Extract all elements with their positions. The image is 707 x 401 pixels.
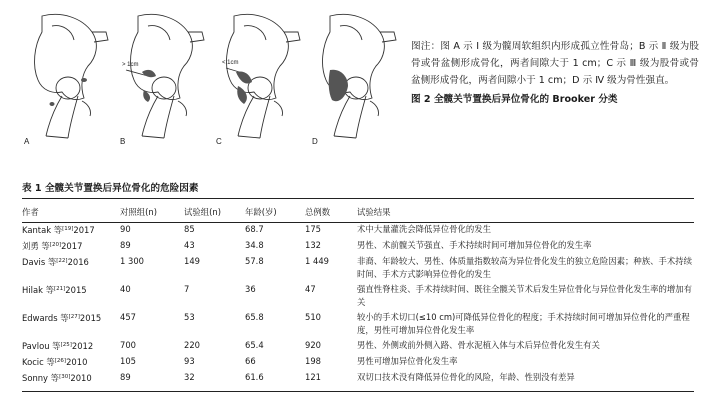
control-count-cell: 105 (120, 356, 136, 366)
result-cell: 男性、术前髋关节强直、手术持续时间可增加异位骨化的发生率 (357, 240, 592, 250)
total-count-cell: 920 (305, 340, 321, 350)
age-cell: 68.7 (245, 224, 264, 234)
author-cell (22, 310, 120, 338)
control-count-cell: 89 (120, 372, 131, 382)
trial-count-cell: 7 (184, 284, 190, 294)
table-top-rule (22, 198, 694, 199)
table-row (22, 338, 694, 354)
result-cell: 双切口技术没有降低异位骨化的风险，年龄、性别没有差异 (357, 372, 575, 382)
table-row (22, 222, 694, 238)
age-cell: 57.8 (245, 256, 264, 266)
reference-number: [26] (54, 358, 67, 364)
total-count-cell: 132 (305, 240, 321, 250)
author-cell (22, 254, 120, 282)
column-header: 试验组(n) (184, 207, 221, 217)
table-row (22, 282, 694, 310)
figure-title: 图 2 全髋关节置换后异位骨化的 Brooker 分类 (411, 94, 618, 105)
column-header: 试验结果 (357, 207, 391, 217)
figure-panel (214, 6, 306, 156)
age-cell: 65.4 (245, 340, 264, 350)
column-header: 年龄(岁) (245, 207, 277, 217)
result-cell: 较小的手术切口(≤10 cm)可降低异位骨化的程度；手术持续时间可增加异位骨化的严重程度，男性可增加异位骨化发生率 (357, 312, 690, 335)
publication-year: 2010 (70, 373, 92, 383)
trial-count-cell: 149 (184, 256, 200, 266)
gap-label: > 1cm (122, 62, 139, 68)
age-cell: 66 (245, 356, 256, 366)
author-name: Sonny 等 (22, 373, 60, 383)
reference-number: [22] (56, 258, 68, 264)
reference-number: [21] (53, 286, 66, 292)
author-cell (22, 338, 120, 354)
panel-letter: C (216, 137, 222, 146)
author-name: 刘勇 等 (22, 241, 50, 251)
panel-letter: B (120, 137, 126, 146)
author-cell (22, 282, 120, 310)
control-count-cell: 89 (120, 240, 131, 250)
publication-year: 2016 (67, 257, 89, 267)
author-name: Davis 等 (22, 257, 57, 267)
trial-count-cell: 220 (184, 340, 200, 350)
reference-number: [20] (49, 242, 62, 248)
column-header: 对照组(n) (120, 207, 157, 217)
age-cell: 34.8 (245, 240, 264, 250)
table-title: 表 1 全髋关节置换后异位骨化的危险因素 (22, 183, 199, 194)
trial-count-cell: 53 (184, 312, 195, 322)
hip-joint-drawing (22, 6, 114, 156)
result-cell: 术中大量灌洗会降低异位骨化的发生 (357, 224, 491, 234)
result-cell: 非裔、年龄较大、男性、体质量指数较高为异位骨化发生的独立危险因素；种族、手术持续时间、手术方式影响异位骨化的发生 (357, 256, 692, 279)
column-header: 总例数 (305, 207, 331, 217)
column-header: 作者 (22, 207, 39, 217)
publication-year: 2010 (66, 357, 88, 367)
table-row (22, 354, 694, 370)
risk-factor-table (22, 206, 694, 386)
result-cell: 男性、外侧或前外侧入路、骨水泥植入体与术后异位骨化发生有关 (357, 340, 600, 350)
trial-count-cell: 32 (184, 372, 195, 382)
publication-year: 2017 (61, 241, 83, 251)
total-count-cell: 175 (305, 224, 321, 234)
result-cell: 男性可增加异位骨化发生率 (357, 356, 458, 366)
figure-panel (310, 6, 402, 156)
total-count-cell: 510 (305, 312, 321, 322)
figure-panel (22, 6, 114, 156)
control-count-cell: 700 (120, 340, 136, 350)
total-count-cell: 1 449 (305, 256, 329, 266)
age-cell: 36 (245, 284, 256, 294)
panel-letter: A (24, 137, 30, 146)
reference-number: [19] (62, 226, 74, 232)
reference-number: [25] (60, 342, 72, 348)
author-name: Kocic 等 (22, 357, 55, 367)
age-cell: 61.6 (245, 372, 264, 382)
panel-letter: D (312, 137, 318, 146)
total-count-cell: 47 (305, 284, 316, 294)
total-count-cell: 198 (305, 356, 321, 366)
figure-caption (411, 38, 699, 108)
control-count-cell: 90 (120, 224, 131, 234)
control-count-cell: 40 (120, 284, 131, 294)
author-cell (22, 238, 120, 254)
gap-label: < 1cm (222, 60, 239, 66)
table-header-row (22, 206, 694, 222)
table-row (22, 370, 694, 386)
table-bottom-rule (22, 391, 694, 392)
trial-count-cell: 93 (184, 356, 195, 366)
figure-panel (118, 6, 210, 156)
author-name: Edwards 等 (22, 313, 69, 323)
hip-joint-drawing (214, 6, 306, 156)
author-cell (22, 222, 120, 238)
result-cell: 强直性脊柱炎、手术持续时间、既往全髋关节术后发生异位骨化与异位骨化发生率的增加有关 (357, 284, 692, 307)
author-cell (22, 370, 120, 386)
author-name: Pavlou 等 (22, 341, 61, 351)
publication-year: 2015 (79, 313, 102, 323)
control-count-cell: 457 (120, 312, 136, 322)
age-cell: 65.8 (245, 312, 264, 322)
caption-text: 图注：图 A 示 Ⅰ 级为髋周软组织内形成孤立性骨岛；B 示 Ⅱ 级为股骨或骨盆侧形成骨化，两者间隙大于 1 cm；C 示 Ⅲ 级为股骨或骨盆侧形成骨化，两者间隙小于 1 cm；D 示 Ⅳ 级为骨性强直。 (411, 41, 699, 86)
control-count-cell: 1 300 (120, 256, 144, 266)
hip-joint-drawing (310, 6, 402, 156)
publication-year: 2015 (65, 285, 87, 295)
table-row (22, 254, 694, 282)
hip-joint-drawing (118, 6, 210, 156)
table-body (22, 222, 694, 386)
table-row (22, 238, 694, 254)
author-name: Kantak 等 (22, 225, 63, 235)
trial-count-cell: 85 (184, 224, 195, 234)
publication-year: 2012 (71, 341, 94, 351)
reference-number: [30] (59, 374, 71, 380)
author-name: Hilak 等 (22, 285, 54, 295)
total-count-cell: 121 (305, 372, 321, 382)
author-cell (22, 354, 120, 370)
brooker-figure (22, 6, 402, 156)
table-row (22, 310, 694, 338)
trial-count-cell: 43 (184, 240, 195, 250)
reference-number: [27] (68, 314, 80, 320)
publication-year: 2017 (73, 225, 95, 235)
